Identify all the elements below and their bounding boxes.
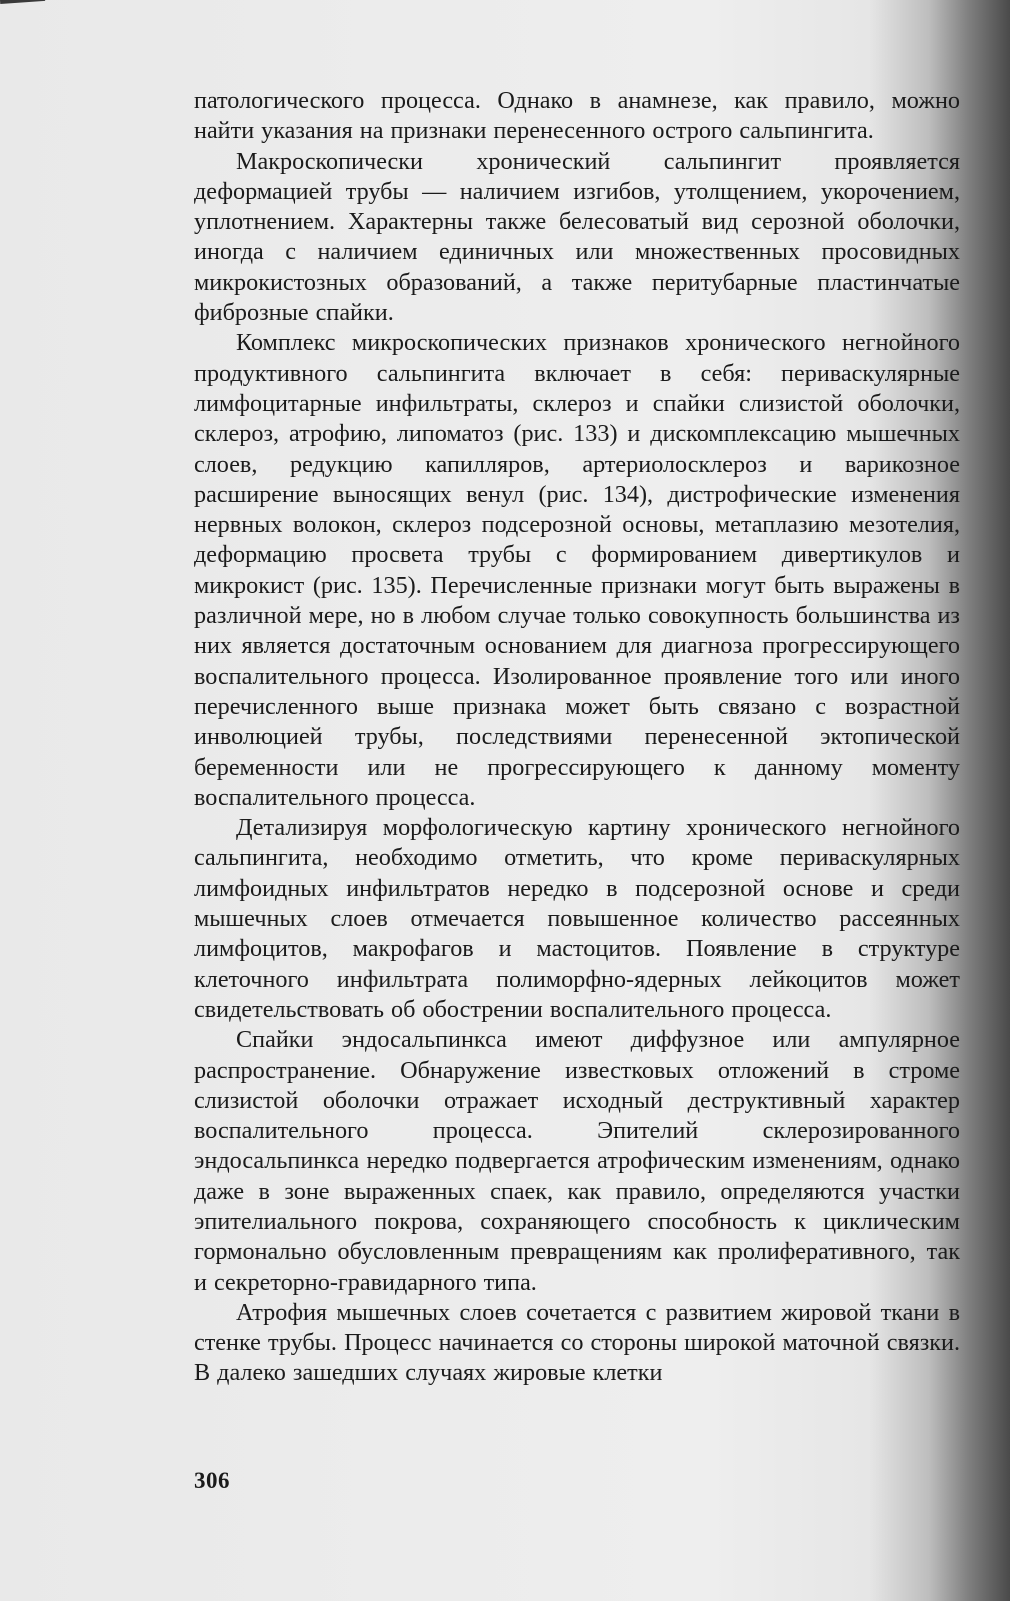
body-text: [194, 86, 960, 1389]
paragraph-2: Макроскопически хронический сальпингит проявляется деформацией трубы — наличием изгибов, утолщением, укорочением, уплотнением. Характерны также белесоватый вид серозной оболочки, иногда с наличием единичных или множественных просовидных микрокистозных образований, а также перитубарные пластинчатые фиброзные спайки.: [194, 147, 960, 327]
paragraph-5: Спайки эндосальпинкса имеют диффузное или ампулярное распространение. Обнаружение известковых отложений в строме слизистой оболочки отражает исходный деструктивный характер воспалительного процесса. Эпителий склерозированного эндосальпинкса нередко подвергается атрофическим изменениям, однако даже в зоне выраженных спаек, как правило, определяются участки эпителиального покрова, сохраняющего способность к циклическим гормонально обусловленным превращениям как пролиферативного, так и секреторно-гравидарного типа.: [194, 1026, 960, 1296]
paragraph-4: Детализируя морфологическую картину хронического негнойного сальпингита, необходимо отметить, что кроме периваскулярных лимфоидных инфильтратов нередко в подсерозной основе и среди мышечных слоев отмечается повышенное количество рассеянных лимфоцитов, макрофагов и мастоцитов. Появление в структуре клеточного инфильтрата полиморфно-ядерных лейкоцитов может свидетельствовать об обострении воспалительного процесса.: [194, 814, 960, 1023]
paragraph-3: Комплекс микроскопических признаков хронического негнойного продуктивного сальпингита включает в себя: периваскулярные лимфоцитарные инфильтраты, склероз и спайки слизистой оболочки, склероз, атрофию, липоматоз (рис. 133) и дискомплексацию мышечных слоев, редукцию капилляров, артериолосклероз и варикозное расширение выносящих венул (рис. 134), дистрофические изменения нервных волокон, склероз подсерозной основы, метаплазию мезотелия, деформацию просвета трубы с формированием дивертикулов и микрокист (рис. 135). Перечисленные признаки могут быть выражены в различной мере, но в любом случае только совокупность большинства из них является достаточным основанием для диагноза прогрессирующего воспалительного процесса. Изолированное проявление того или иного перечисленного выше признака может быть связано с возрастной инволюцией трубы, последствиями перенесенной эктопической беременности или не прогрессирующего к данному моменту воспалительного процесса.: [194, 329, 960, 811]
paragraph-6: Атрофия мышечных слоев сочетается с развитием жировой ткани в стенке трубы. Процесс начинается со стороны широкой маточной связки. В далеко зашедших случаях жировые клетки: [194, 1298, 960, 1387]
page-number: 306: [194, 1468, 230, 1493]
paragraph-1: патологического процесса. Однако в анамнезе, как правило, можно найти указания на признаки перенесенного острого сальпингита.: [194, 87, 960, 145]
scan-edge-mark: [0, 0, 45, 4]
